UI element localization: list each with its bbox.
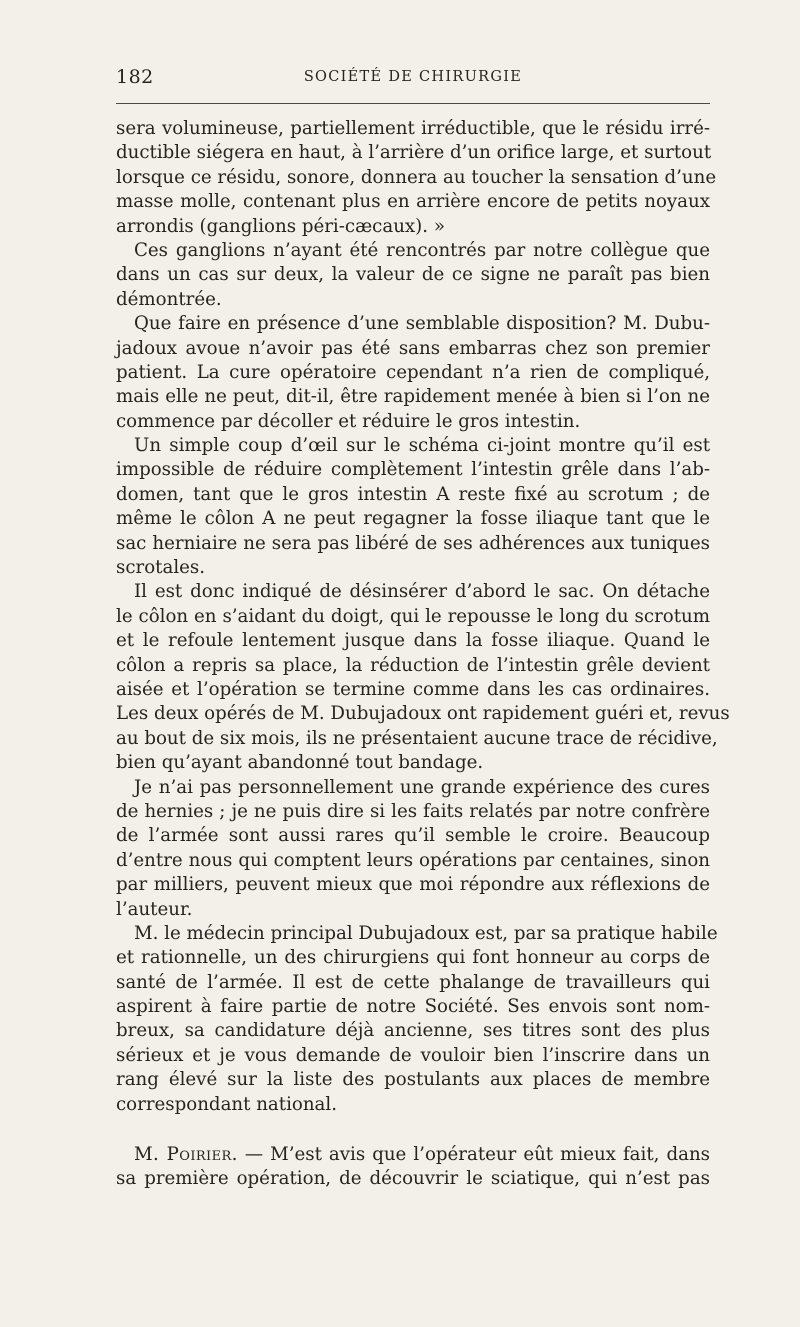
text-line: dans un cas sur deux, la valeur de ce signe ne paraît pas bien — [116, 264, 710, 286]
running-title: SOCIÉTÉ DE CHIRURGIE — [303, 69, 523, 85]
text-line: arrondis (ganglions péri-cæcaux). » — [116, 215, 445, 237]
text-line: et le refoule lentement jusque dans la fosse iliaque. Quand le — [116, 630, 710, 652]
text-line: Que faire en présence d’une semblable disposition? M. Dubu- — [134, 313, 710, 335]
text-line: santé de l’armée. Il est de cette phalange de travailleurs qui — [116, 971, 710, 993]
poirier-line — [116, 1143, 710, 1167]
text-line: commence par décoller et réduire le gros intestin. — [116, 410, 581, 432]
text-line: impossible de réduire complètement l’intestin grêle dans l’ab- — [116, 459, 710, 481]
text-line: ductible siégera en haut, à l’arrière d’un orifice large, et surtout — [116, 142, 712, 164]
text-line: M. le médecin principal Dubujadoux est, par sa pratique habile — [134, 922, 718, 944]
text-line: rang élevé sur la liste des postulants aux places de membre — [116, 1069, 710, 1091]
text-line: de hernies ; je ne puis dire si les faits relatés par notre confrère — [116, 800, 710, 822]
text-line: scrotales. — [116, 557, 206, 579]
text-line: sérieux et je vous demande de vouloir bien l’inscrire dans un — [116, 1044, 710, 1066]
text-line: jadoux avoue n’avoir pas été sans embarras chez son premier — [116, 337, 710, 359]
text-line: par milliers, peuvent mieux que moi répondre aux réflexions de — [116, 874, 710, 896]
paragraph-gap — [116, 1117, 710, 1143]
page-header — [116, 64, 710, 90]
page-number: 182 — [116, 66, 154, 88]
text-line: de l’armée sont aussi rares qu’il semble le croire. Beaucoup — [116, 825, 710, 847]
text-line: même le côlon A ne peut regagner la fosse iliaque tant que le — [116, 508, 710, 530]
text-line: breux, sa candidature déjà ancienne, ses titres sont des plus — [116, 1020, 710, 1042]
text-line: Les deux opérés de M. Dubujadoux ont rapidement guéri et, revus — [116, 703, 730, 725]
text-line: bien qu’ayant abandonné tout bandage. — [116, 752, 484, 774]
poirier-text: — M’est avis que l’opérateur eût mieux fait, dans — [244, 1144, 710, 1166]
text-line: masse molle, contenant plus en arrière encore de petits noyaux — [116, 191, 710, 213]
text-line: patient. La cure opératoire cependant n’a rien de compliqué, — [116, 361, 710, 383]
text-line: sa première opération, de découvrir le sciatique, qui n’est pas — [116, 1168, 710, 1190]
text-line: le côlon en s’aidant du doigt, qui le repousse le long du scrotum — [116, 605, 710, 627]
text-line: sac herniaire ne sera pas libéré de ses adhérences aux tuniques — [116, 532, 710, 554]
text-line: sera volumineuse, partiellement irréductible, que le résidu irré- — [116, 118, 710, 139]
text-line: démontrée. — [116, 288, 222, 310]
text-line: d’entre nous qui comptent leurs opérations par centaines, sinon — [116, 849, 710, 871]
text-line: l’auteur. — [116, 898, 193, 920]
text-line: lorsque ce résidu, sonore, donnera au toucher la sensation d’une — [116, 166, 717, 188]
text-line: Ces ganglions n’ayant été rencontrés par notre collègue que — [134, 239, 710, 261]
text-line: côlon a repris sa place, la réduction de l’intestin grêle devient — [116, 654, 710, 676]
text-line: aisée et l’opération se termine comme dans les cas ordinaires. — [116, 678, 710, 700]
text-line: mais elle ne peut, dit-il, être rapidement menée à bien si l’on ne — [116, 386, 710, 408]
text-line: domen, tant que le gros intestin A reste fixé au scrotum ; de — [116, 483, 710, 505]
text-line: Un simple coup d’œil sur le schéma ci-joint montre qu’il est — [134, 435, 710, 457]
text-line: Je n’ai pas personnellement une grande expérience des cures — [134, 776, 710, 798]
text-line: Il est donc indiqué de désinsérer d’abord le sac. On détache — [134, 581, 710, 603]
text-line: au bout de six mois, ils ne présentaient aucune trace de récidive, — [116, 727, 718, 749]
body-text — [116, 117, 730, 1192]
text-line: et rationnelle, un des chirurgiens qui font honneur au corps de — [116, 947, 710, 969]
header-rule — [116, 103, 710, 104]
speaker-name: M. Poirier. — [134, 1144, 238, 1166]
text-line: correspondant national. — [116, 1093, 338, 1115]
text-line: aspirent à faire partie de notre Société. Ses envois sont nom- — [116, 996, 710, 1018]
